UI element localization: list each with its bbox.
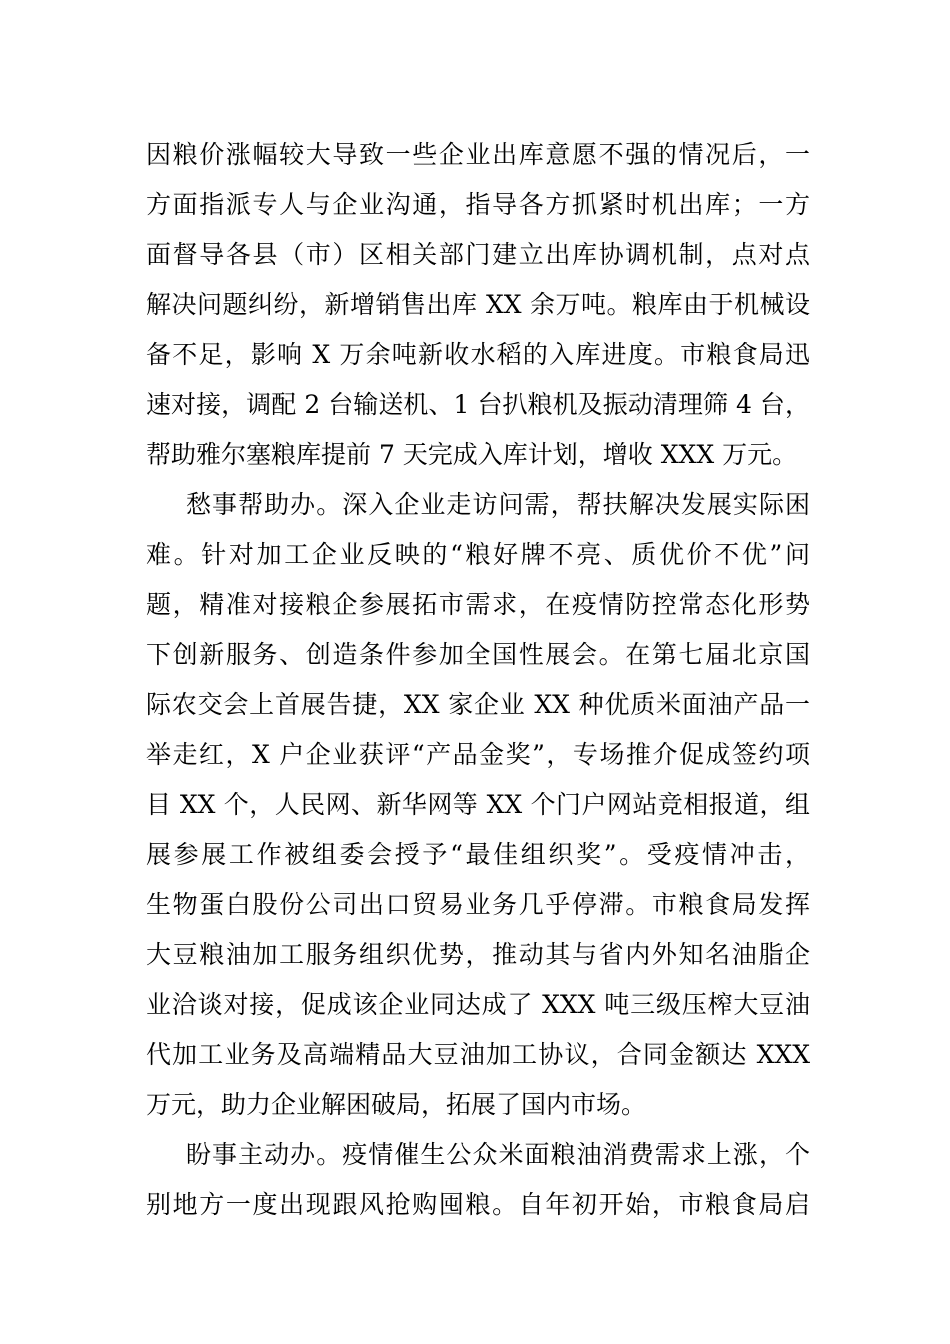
paragraph-heading-line: 盼事主动办。疫情催生公众米面粮油消费需求上涨，个 bbox=[186, 1140, 810, 1169]
text-line: 际农交会上首展告捷，XX 家企业 XX 种优质米面油产品一 bbox=[146, 690, 810, 719]
text-line: 方面指派专人与企业沟通，指导各方抓紧时机出库；一方 bbox=[146, 190, 810, 219]
text-line: 展参展工作被组委会授予“最佳组织奖”。受疫情冲击， bbox=[146, 840, 810, 869]
text-line: 因粮价涨幅较大导致一些企业出库意愿不强的情况后，一 bbox=[146, 140, 810, 169]
text-line: 解决问题纠纷，新增销售出库 XX 余万吨。粮库由于机械设 bbox=[146, 290, 810, 319]
text-line: 下创新服务、创造条件参加全国性展会。在第七届北京国 bbox=[146, 640, 810, 669]
text-line: 生物蛋白股份公司出口贸易业务几乎停滞。市粮食局发挥 bbox=[146, 890, 810, 919]
paragraph-heading-line: 愁事帮助办。深入企业走访问需，帮扶解决发展实际困 bbox=[186, 490, 810, 519]
text-line: 业洽谈对接，促成该企业同达成了 XXX 吨三级压榨大豆油 bbox=[146, 990, 810, 1019]
text-line: 别地方一度出现跟风抢购囤粮。自年初开始，市粮食局启 bbox=[146, 1190, 810, 1219]
text-line: 帮助雅尔塞粮库提前 7 天完成入库计划，增收 XXX 万元。 bbox=[146, 440, 798, 469]
text-line: 备不足，影响 X 万余吨新收水稻的入库进度。市粮食局迅 bbox=[146, 340, 810, 369]
text-line: 目 XX 个，人民网、新华网等 XX 个门户网站竞相报道，组 bbox=[146, 790, 810, 819]
text-line: 大豆粮油加工服务组织优势，推动其与省内外知名油脂企 bbox=[146, 940, 810, 969]
text-line: 题，精准对接粮企参展拓市需求，在疫情防控常态化形势 bbox=[146, 590, 810, 619]
text-line: 举走红，X 户企业获评“产品金奖”，专场推介促成签约项 bbox=[146, 740, 810, 769]
text-line: 万元，助力企业解困破局，拓展了国内市场。 bbox=[146, 1090, 647, 1119]
text-line: 代加工业务及高端精品大豆油加工协议，合同金额达 XXX bbox=[146, 1040, 810, 1069]
text-line: 面督导各县（市）区相关部门建立出库协调机制，点对点 bbox=[146, 240, 810, 269]
text-line: 速对接，调配 2 台输送机、1 台扒粮机及振动清理筛 4 台， bbox=[146, 390, 810, 419]
text-line: 难。针对加工企业反映的“粮好牌不亮、质优价不优”问 bbox=[146, 540, 810, 569]
